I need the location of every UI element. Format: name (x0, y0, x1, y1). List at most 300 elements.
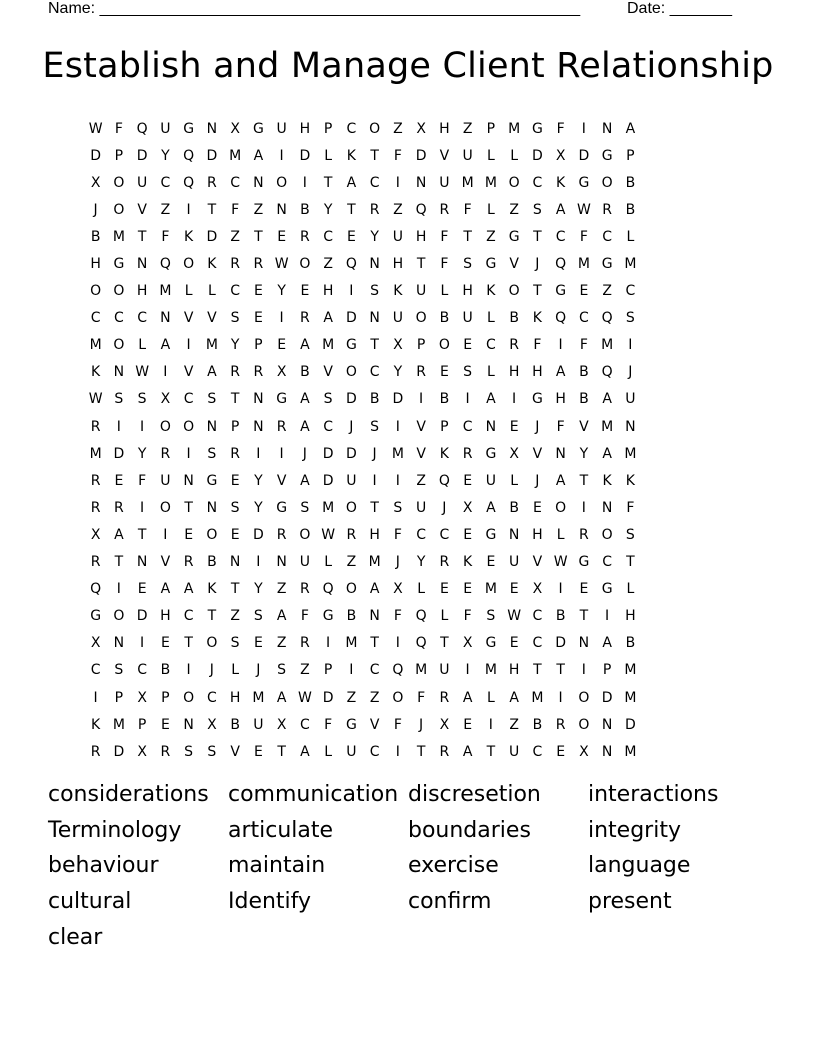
grid-letter: N (183, 472, 194, 489)
grid-row (84, 521, 735, 548)
grid-letter: I (395, 635, 400, 652)
grid-letter: P (626, 147, 635, 164)
grid-letter: R (160, 743, 171, 760)
grid-letter: G (601, 581, 613, 598)
grid-letter: Y (254, 581, 263, 598)
word-bank-item: behaviour (48, 853, 159, 879)
grid-letter: Q (415, 608, 427, 625)
grid-letter: T (277, 743, 286, 760)
grid-letter: N (485, 418, 497, 435)
grid-letter: K (393, 283, 403, 300)
grid-letter: X (439, 716, 450, 733)
grid-letter: C (369, 174, 380, 191)
grid-letter: G (485, 445, 497, 462)
grid-letter: W (274, 256, 289, 273)
grid-letter: W (88, 391, 103, 408)
grid-letter: I (419, 391, 424, 408)
grid-letter: T (114, 554, 124, 571)
grid-letter: D (531, 147, 543, 164)
grid-letter: M (89, 445, 102, 462)
grid-letter: Y (137, 445, 147, 462)
grid-letter: R (230, 256, 240, 273)
grid-letter: C (230, 283, 241, 300)
grid-letter: X (462, 499, 473, 516)
grid-letter: R (509, 337, 519, 354)
grid-letter: S (532, 201, 542, 218)
grid-letter: U (299, 554, 310, 571)
grid-letter: N (276, 554, 287, 571)
grid-letter: B (160, 662, 171, 679)
grid-letter: P (230, 418, 240, 435)
grid-letter: A (114, 526, 124, 543)
grid-row (84, 386, 735, 413)
grid-letter: C (416, 526, 427, 543)
grid-letter: H (299, 120, 311, 137)
grid-letter: D (206, 147, 218, 164)
grid-letter: U (509, 554, 520, 571)
grid-letter: E (160, 635, 170, 652)
grid-letter: M (229, 147, 242, 164)
grid-letter: Q (438, 472, 450, 489)
grid-letter: S (370, 418, 380, 435)
grid-letter: C (532, 635, 543, 652)
grid-letter: I (488, 716, 493, 733)
grid-letter: G (183, 120, 195, 137)
grid-letter: I (163, 526, 168, 543)
grid-letter: I (581, 499, 586, 516)
grid-letter: I (116, 418, 121, 435)
grid-letter: L (324, 147, 333, 164)
grid-letter: O (159, 499, 171, 516)
grid-letter: C (90, 662, 101, 679)
grid-letter: V (579, 418, 589, 435)
grid-letter: T (370, 499, 379, 516)
word-bank-item: cultural (48, 889, 132, 915)
word-bank-item: exercise (408, 853, 499, 879)
grid-letter: O (113, 174, 125, 191)
grid-letter: R (300, 635, 310, 652)
grid-letter: T (207, 201, 217, 218)
grid-letter: M (577, 256, 590, 273)
grid-letter: L (486, 310, 495, 327)
grid-letter: E (230, 472, 240, 489)
grid-letter: O (392, 689, 404, 706)
grid-letter: C (90, 310, 101, 327)
grid-letter: S (230, 310, 240, 327)
grid-letter: X (276, 364, 287, 381)
grid-letter: B (439, 310, 450, 327)
grid-letter: W (135, 364, 150, 381)
grid-letter: T (579, 608, 589, 625)
grid-letter: B (625, 201, 636, 218)
grid-letter: W (576, 201, 591, 218)
word-bank-item: discresetion (408, 782, 541, 807)
grid-letter: A (300, 743, 310, 760)
grid-letter: B (625, 174, 636, 191)
grid-letter: G (485, 256, 497, 273)
grid-letter: T (416, 256, 426, 273)
grid-letter: Z (160, 201, 171, 218)
grid-letter: B (509, 499, 519, 516)
grid-letter: A (300, 418, 310, 435)
grid-letter: Y (579, 445, 589, 462)
grid-letter: L (138, 337, 147, 354)
grid-letter: Q (601, 364, 613, 381)
grid-letter: H (90, 256, 101, 273)
grid-letter: A (300, 472, 310, 489)
grid-letter: R (439, 743, 450, 760)
grid-letter: L (324, 743, 333, 760)
grid-letter: G (531, 120, 543, 137)
grid-letter: Z (416, 472, 426, 489)
grid-letter: Q (136, 120, 148, 137)
grid-letter: C (555, 228, 566, 245)
grid-letter: B (346, 608, 357, 625)
grid-letter: G (276, 499, 288, 516)
grid-row (84, 603, 735, 630)
grid-letter: Q (555, 256, 567, 273)
word-bank-item: Identify (228, 889, 312, 915)
grid-letter: E (532, 499, 542, 516)
grid-letter: H (532, 364, 543, 381)
grid-letter: H (439, 120, 450, 137)
grid-letter: A (183, 581, 194, 598)
grid-letter: A (555, 472, 566, 489)
grid-letter: G (485, 635, 497, 652)
grid-letter: S (253, 608, 263, 625)
grid-letter: J (256, 662, 261, 679)
grid-letter: D (90, 147, 102, 164)
grid-letter: L (556, 526, 565, 543)
grid-row (84, 278, 735, 305)
grid-letter: E (300, 283, 310, 300)
grid-letter: V (532, 554, 543, 571)
grid-letter: S (207, 743, 217, 760)
grid-letter: B (555, 608, 566, 625)
grid-letter: M (624, 743, 637, 760)
grid-letter: O (601, 174, 613, 191)
grid-letter: S (463, 364, 473, 381)
grid-letter: Z (486, 228, 496, 245)
grid-letter: T (579, 472, 589, 489)
grid-letter: T (416, 743, 426, 760)
grid-letter: C (183, 391, 194, 408)
grid-letter: I (465, 662, 470, 679)
date-field-label: Date: _______ (627, 0, 732, 17)
grid-letter: D (322, 472, 334, 489)
grid-letter: Z (393, 201, 403, 218)
grid-letter: L (486, 147, 495, 164)
grid-letter: Q (159, 256, 171, 273)
grid-letter: D (345, 445, 357, 462)
grid-letter: N (206, 418, 218, 435)
grid-letter: X (276, 716, 287, 733)
grid-letter: R (439, 201, 450, 218)
grid-letter: T (137, 526, 147, 543)
grid-letter: H (625, 608, 636, 625)
grid-letter: A (509, 689, 519, 706)
grid-letter: L (231, 662, 240, 679)
grid-letter: I (140, 418, 145, 435)
grid-letter: Y (161, 147, 170, 164)
grid-letter: D (578, 147, 590, 164)
grid-letter: D (415, 147, 427, 164)
grid-letter: A (602, 635, 612, 652)
grid-letter: H (508, 662, 520, 679)
grid-letter: S (486, 608, 496, 625)
grid-letter: O (508, 174, 520, 191)
grid-letter: L (486, 364, 495, 381)
grid-letter: U (416, 499, 427, 516)
grid-letter: L (626, 581, 635, 598)
grid-row (84, 142, 735, 169)
grid-letter: N (601, 499, 613, 516)
grid-letter: Z (346, 554, 357, 571)
grid-letter: I (395, 472, 400, 489)
grid-letter: L (510, 472, 519, 489)
grid-letter: U (160, 472, 171, 489)
grid-letter: F (393, 608, 402, 625)
grid-row (84, 711, 735, 738)
grid-letter: N (369, 608, 380, 625)
grid-letter: N (229, 554, 241, 571)
grid-letter: Q (601, 310, 613, 327)
grid-letter: H (369, 526, 380, 543)
grid-letter: U (509, 743, 520, 760)
grid-letter: H (415, 228, 427, 245)
grid-letter: K (184, 228, 194, 245)
grid-letter: I (605, 608, 610, 625)
grid-letter: X (579, 743, 589, 760)
grid-letter: M (368, 554, 381, 571)
grid-letter: W (321, 526, 336, 543)
grid-letter: R (300, 581, 310, 598)
grid-letter: T (533, 662, 542, 679)
grid-letter: C (137, 662, 148, 679)
grid-letter: G (555, 283, 567, 300)
grid-letter: N (578, 635, 590, 652)
grid-letter: N (508, 526, 520, 543)
grid-letter: I (465, 391, 470, 408)
grid-letter: E (439, 364, 449, 381)
grid-letter: O (369, 120, 381, 137)
grid-letter: A (555, 364, 566, 381)
grid-letter: O (601, 526, 613, 543)
grid-letter: O (206, 526, 218, 543)
grid-letter: H (322, 283, 334, 300)
grid-letter: H (136, 283, 148, 300)
grid-letter: E (277, 228, 287, 245)
grid-letter: M (112, 716, 125, 733)
grid-letter: R (253, 364, 264, 381)
grid-letter: L (510, 147, 519, 164)
grid-letter: O (345, 581, 357, 598)
grid-letter: I (140, 635, 145, 652)
grid-letter: K (625, 472, 635, 489)
grid-letter: F (626, 499, 635, 516)
grid-letter: J (349, 418, 354, 435)
grid-letter: B (532, 716, 543, 733)
grid-letter: A (602, 445, 612, 462)
grid-letter: A (625, 120, 636, 137)
grid-letter: B (300, 201, 310, 218)
grid-letter: F (556, 418, 565, 435)
grid-letter: V (137, 201, 147, 218)
grid-letter: M (415, 662, 428, 679)
grid-letter: Z (393, 120, 403, 137)
grid-letter: T (463, 228, 472, 245)
grid-letter: N (253, 391, 264, 408)
grid-letter: M (205, 337, 218, 354)
grid-letter: K (486, 283, 496, 300)
grid-letter: R (230, 364, 240, 381)
grid-letter: T (370, 337, 379, 354)
grid-letter: E (160, 716, 170, 733)
grid-letter: W (88, 120, 103, 137)
grid-row (84, 657, 735, 684)
grid-letter: C (299, 716, 310, 733)
grid-letter: F (579, 228, 588, 245)
grid-letter: X (230, 120, 240, 137)
grid-letter: F (463, 201, 472, 218)
grid-letter: N (625, 418, 636, 435)
grid-letter: R (300, 310, 310, 327)
grid-letter: E (556, 743, 566, 760)
grid-letter: J (535, 472, 540, 489)
grid-letter: V (183, 310, 194, 327)
grid-row (84, 440, 735, 467)
grid-letter: X (532, 581, 543, 598)
grid-letter: Z (509, 201, 519, 218)
grid-letter: R (253, 256, 264, 273)
grid-letter: M (624, 689, 637, 706)
word-bank-item: maintain (228, 853, 326, 879)
grid-letter: N (113, 364, 125, 381)
grid-letter: C (369, 743, 380, 760)
grid-letter: S (625, 310, 635, 327)
grid-letter: N (206, 499, 218, 516)
grid-row (84, 738, 735, 765)
grid-letter: Y (230, 337, 240, 354)
grid-letter: O (183, 689, 195, 706)
grid-letter: K (532, 310, 542, 327)
grid-letter: U (160, 120, 171, 137)
grid-letter: P (254, 337, 263, 354)
grid-letter: T (370, 147, 379, 164)
grid-letter: T (533, 283, 542, 300)
grid-row (84, 359, 735, 386)
grid-letter: C (137, 310, 148, 327)
grid-row (84, 413, 735, 440)
grid-letter: X (207, 716, 217, 733)
grid-letter: F (324, 716, 333, 733)
grid-letter: E (579, 283, 589, 300)
grid-row (84, 223, 735, 250)
grid-letter: U (416, 283, 427, 300)
grid-letter: C (206, 689, 217, 706)
grid-letter: Y (277, 283, 286, 300)
grid-letter: Z (253, 201, 264, 218)
grid-letter: O (159, 418, 171, 435)
grid-letter: U (462, 147, 473, 164)
grid-letter: O (578, 689, 590, 706)
grid-letter: Z (276, 635, 287, 652)
grid-letter: O (183, 418, 195, 435)
grid-letter: F (440, 256, 449, 273)
grid-letter: T (556, 662, 565, 679)
grid-row (84, 332, 735, 359)
grid-letter: S (207, 391, 217, 408)
grid-letter: A (462, 689, 473, 706)
grid-letter: A (346, 174, 357, 191)
grid-letter: B (230, 716, 240, 733)
grid-letter: A (323, 310, 333, 327)
grid-letter: I (349, 662, 354, 679)
grid-letter: V (207, 310, 217, 327)
grid-letter: I (628, 337, 633, 354)
grid-letter: X (137, 743, 147, 760)
grid-letter: P (114, 147, 124, 164)
grid-letter: O (438, 337, 450, 354)
grid-letter: S (277, 662, 287, 679)
grid-letter: S (114, 662, 124, 679)
grid-letter: F (533, 337, 542, 354)
grid-letter: G (90, 608, 102, 625)
grid-letter: I (163, 364, 168, 381)
grid-letter: U (346, 472, 357, 489)
grid-letter: C (439, 526, 450, 543)
grid-letter: N (601, 120, 613, 137)
grid-letter: S (230, 499, 240, 516)
grid-letter: J (535, 418, 540, 435)
grid-letter: O (113, 283, 125, 300)
grid-letter: O (508, 283, 520, 300)
grid-letter: I (349, 283, 354, 300)
grid-letter: L (207, 283, 216, 300)
grid-letter: T (626, 554, 635, 571)
grid-letter: Z (230, 608, 240, 625)
grid-letter: R (276, 418, 287, 435)
grid-letter: O (345, 499, 357, 516)
grid-letter: H (508, 364, 520, 381)
grid-letter: V (416, 418, 426, 435)
grid-letter: R (439, 689, 450, 706)
grid-letter: M (322, 499, 335, 516)
grid-letter: C (183, 608, 194, 625)
grid-letter: G (531, 391, 543, 408)
grid-letter: G (322, 608, 334, 625)
grid-letter: G (345, 337, 357, 354)
grid-letter: E (509, 418, 519, 435)
grid-row (84, 250, 735, 277)
grid-letter: B (439, 391, 450, 408)
grid-letter: N (369, 310, 380, 327)
grid-letter: F (231, 201, 240, 218)
grid-letter: R (207, 174, 217, 191)
grid-letter: S (137, 391, 147, 408)
grid-letter: F (138, 472, 147, 489)
grid-letter: I (581, 120, 586, 137)
name-field-label: Name: ______________________________________________________ (48, 0, 581, 17)
grid-letter: C (369, 662, 380, 679)
grid-letter: M (461, 174, 474, 191)
grid-letter: M (624, 662, 637, 679)
grid-letter: L (626, 228, 635, 245)
grid-letter: Z (462, 120, 473, 137)
grid-letter: B (207, 554, 217, 571)
grid-letter: Q (183, 174, 195, 191)
grid-letter: U (439, 174, 450, 191)
